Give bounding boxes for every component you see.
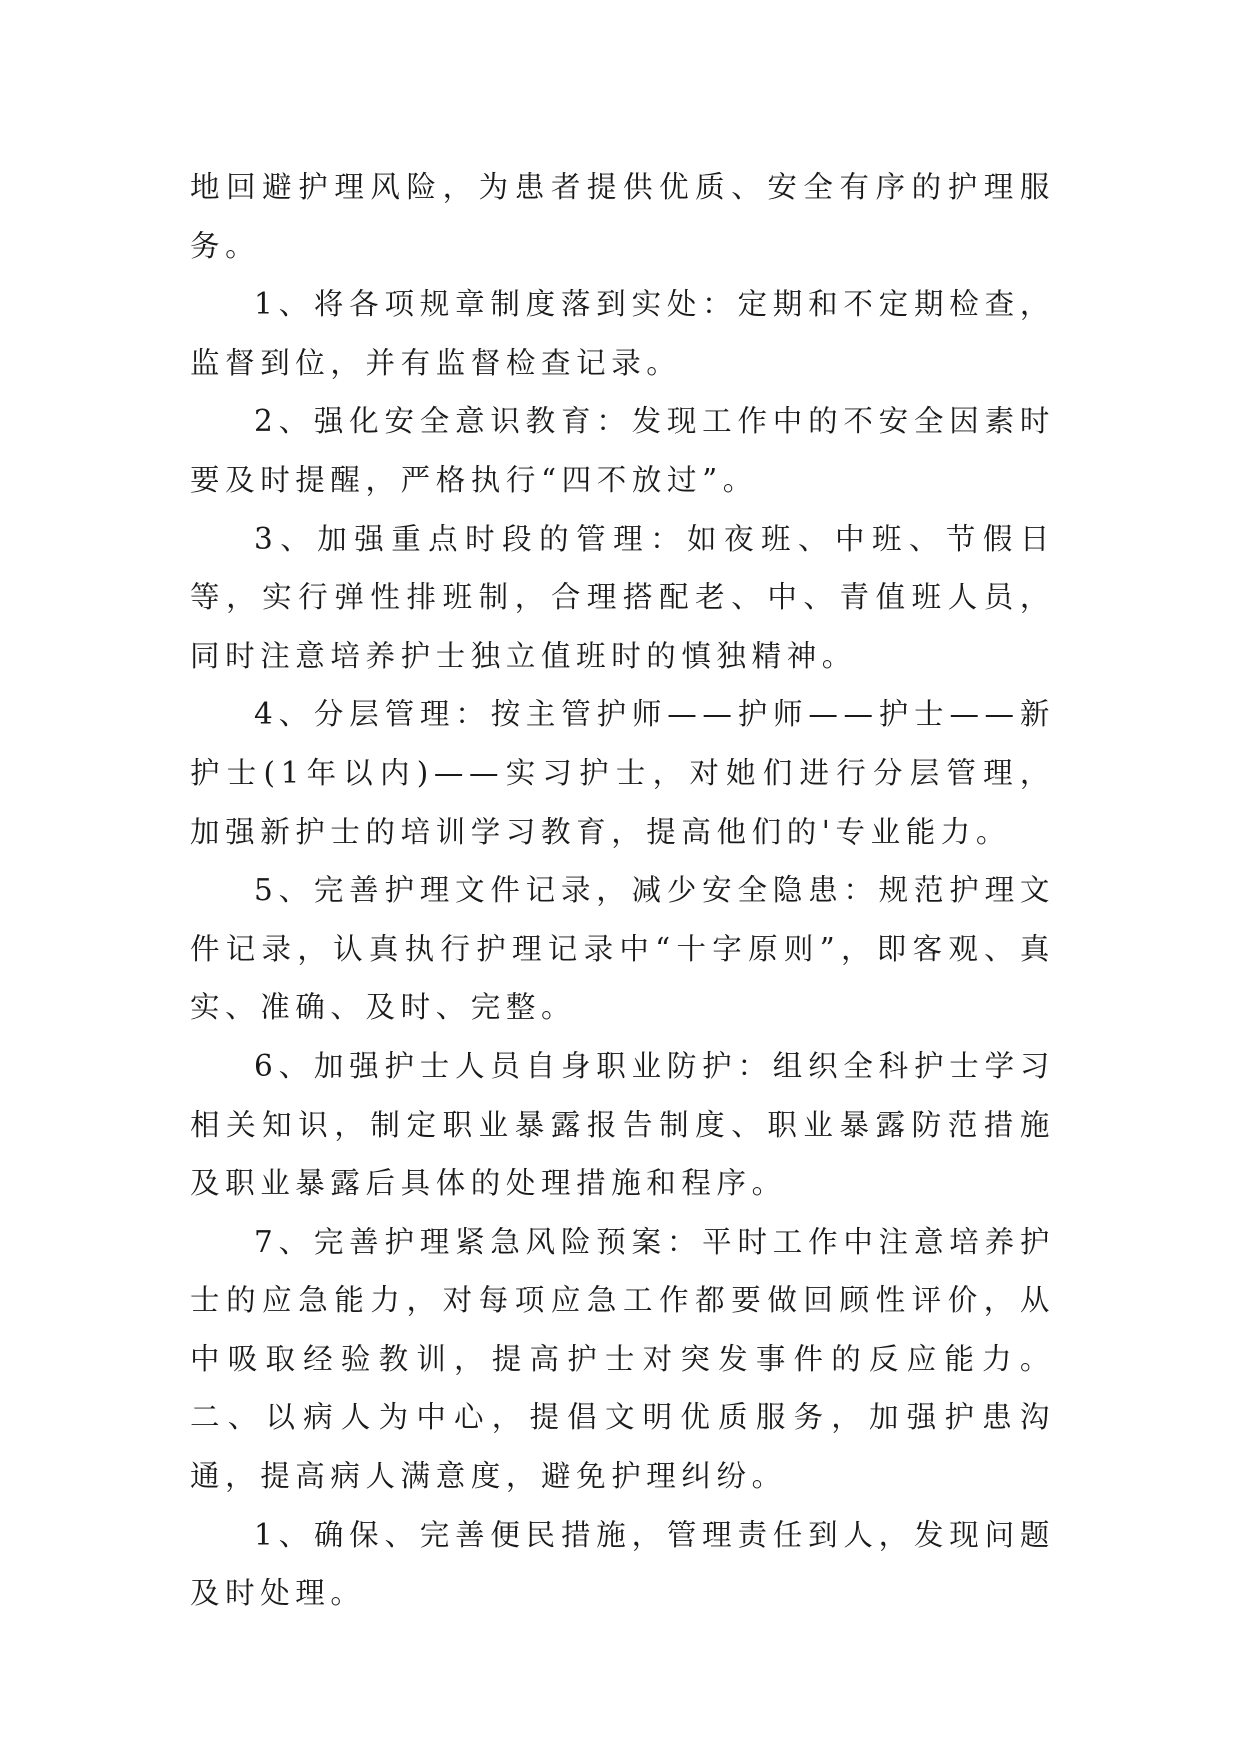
- paragraph-item-4: 4、分层管理：按主管护师——护师——护士——新护士(1年以内)——实习护士，对她们进行分层管理，加强新护士的培训学习教育，提高他们的'专业能力。: [190, 697, 1055, 849]
- paragraph-item-5: 5、完善护理文件记录，减少安全隐患：规范护理文件记录，认真执行护理记录中“十字原则”，即客观、真实、准确、及时、完整。: [190, 873, 1055, 1025]
- paragraph-section2-item-1: 1、确保、完善便民措施，管理责任到人，发现问题及时处理。: [190, 1517, 1055, 1611]
- paragraph-item-6: 6、加强护士人员自身职业防护：组织全科护士学习相关知识，制定职业暴露报告制度、职业暴露防范措施及职业暴露后具体的处理措施和程序。: [190, 1048, 1055, 1201]
- paragraph-item-3: 3、加强重点时段的管理：如夜班、中班、节假日等，实行弹性排班制，合理搭配老、中、青值班人员，同时注意培养护士独立值班时的慎独精神。: [190, 521, 1055, 673]
- paragraph-continuation: 地回避护理风险，为患者提供优质、安全有序的护理服务。: [190, 170, 1055, 263]
- paragraph-item-7: 7、完善护理紧急风险预案：平时工作中注意培养护士的应急能力，对每项应急工作都要做回顾性评价，从中吸取经验教训，提高护士对突发事件的反应能力。二、以病人为中心，提倡文明优质服务，加强护患沟通，提高病人满意度，避免护理纠纷。: [190, 1224, 1055, 1494]
- paragraph-item-2: 2、强化安全意识教育：发现工作中的不安全因素时要及时提醒，严格执行“四不放过”。: [190, 404, 1055, 497]
- paragraph-item-1: 1、将各项规章制度落到实处：定期和不定期检查，监督到位，并有监督检查记录。: [190, 287, 1055, 380]
- document-body: [190, 158, 1055, 1623]
